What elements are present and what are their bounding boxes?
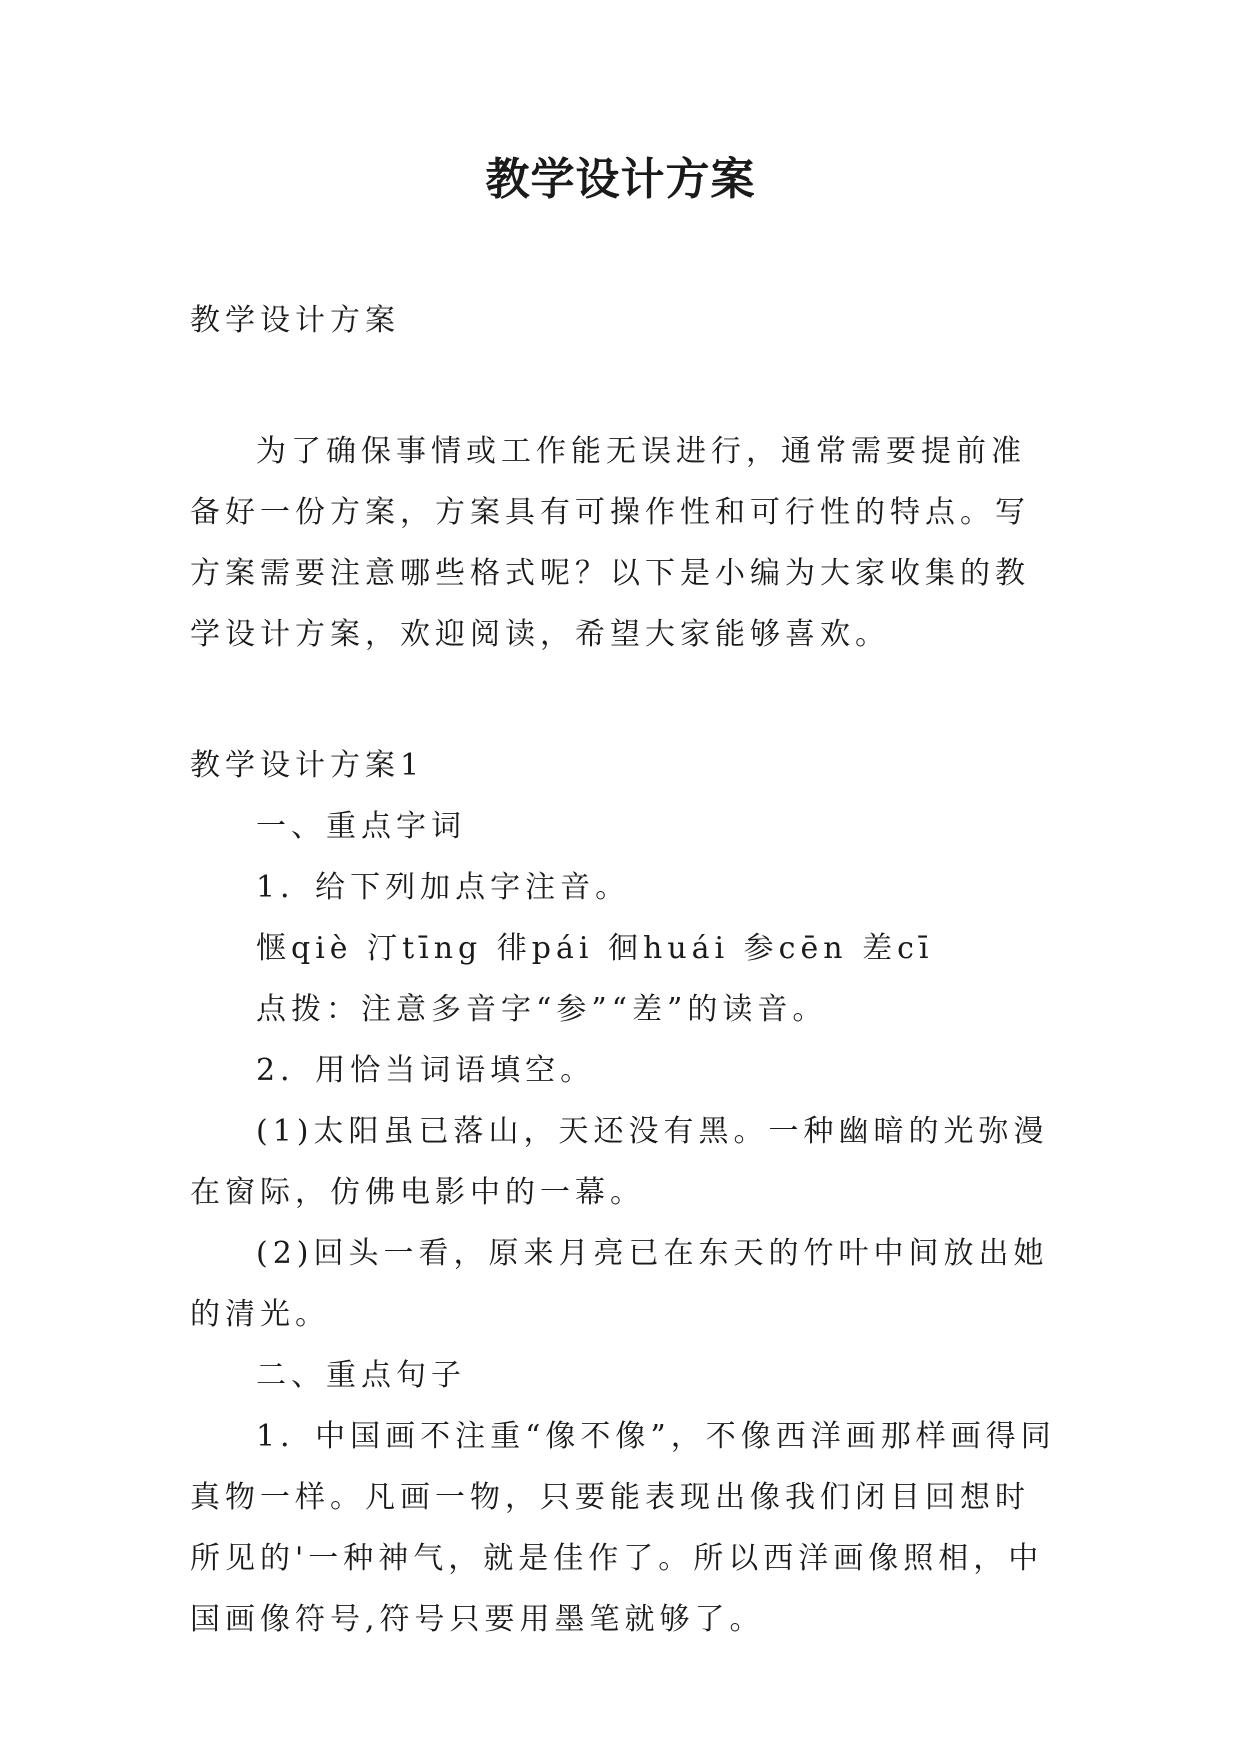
part-heading-key-words: 一、重点字词 (256, 809, 466, 844)
key-sentence-1: 1．中国画不注重“像不像”，不像西洋画那样画得同真物一样。凡画一物，只要能表现出像我们闭目回想时所见的'一种神气，就是佳作了。所以西洋画像照相，中国画像符号,符号只要用墨笔就够了。 (190, 1419, 1056, 1637)
exercise-item-2: 2．用恰当词语填空。 (256, 1053, 596, 1088)
fill-in-sentence-2: (2)回头一看，原来月亮已在东天的竹叶中间放出她的清光。 (190, 1236, 1049, 1332)
intro-paragraph: 为了确保事情或工作能无误进行，通常需要提前准备好一份方案，方案具有可操作性和可行性的特点。写方案需要注意哪些格式呢？以下是小编为大家收集的教学设计方案，欢迎阅读，希望大家能够喜欢。 (190, 434, 1030, 652)
document-title: 教学设计方案 (485, 154, 756, 205)
section-heading: 教学设计方案1 (190, 748, 425, 783)
part-heading-key-sentences: 二、重点句子 (256, 1358, 466, 1393)
document-subtitle: 教学设计方案 (190, 303, 400, 338)
document-body (190, 290, 1060, 1650)
exercise-item-1: 1．给下列加点字注音。 (256, 870, 631, 905)
fill-in-sentence-1: (1)太阳虽已落山，天还没有黑。一种幽暗的光弥漫在窗际，仿佛电影中的一幕。 (190, 1114, 1049, 1210)
pinyin-line: 惬qiè 汀tīng 徘pái 徊huái 参cēn 差cī (256, 931, 934, 966)
hint-line: 点拨：注意多音字“参”“差”的读音。 (256, 992, 828, 1027)
